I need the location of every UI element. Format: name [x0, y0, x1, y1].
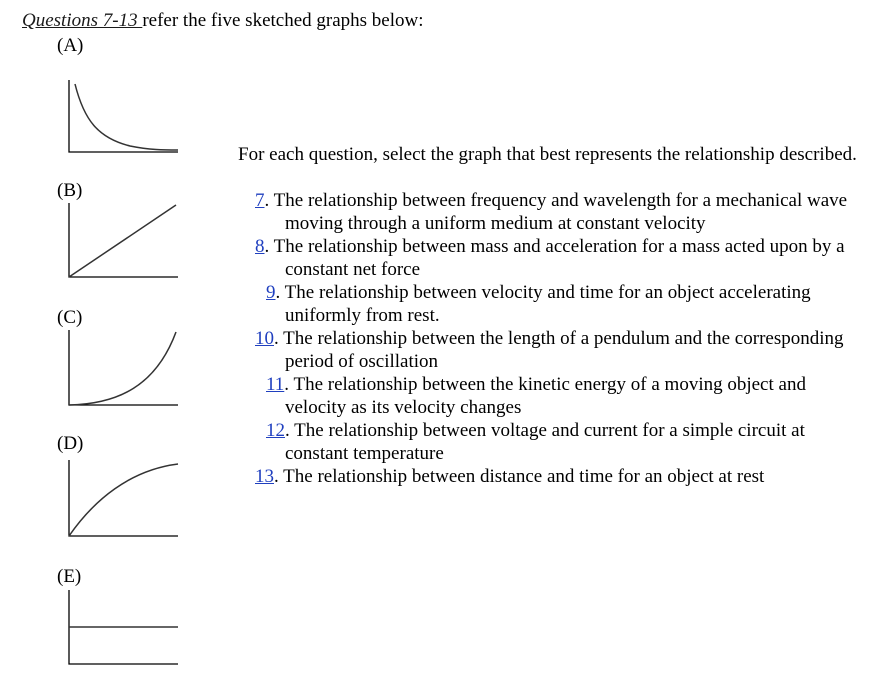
question-text-line1: The relationship between the length of a pendulum and the corresponding: [283, 328, 844, 349]
question-8: 8. The relationship between mass and acceleration for a mass acted upon by a constant net force: [255, 235, 872, 281]
graph-d-label: (D): [57, 433, 84, 454]
graph-d-curve: [69, 464, 178, 536]
section-header: [22, 10, 424, 32]
question-13: 13. The relationship between distance and time for an object at rest: [255, 466, 765, 487]
question-text-line1: The relationship between the kinetic energy of a moving object and: [293, 374, 806, 395]
question-text-line2: constant temperature: [285, 443, 444, 464]
graph-e-label: (E): [57, 566, 82, 587]
question-number[interactable]: 9: [266, 282, 276, 303]
graph-a-curve: [75, 84, 178, 150]
question-11: 11. The relationship between the kinetic energy of a moving object and velocity as its velocity changes: [266, 373, 872, 419]
question-text-line2: period of oscillation: [285, 351, 439, 372]
question-text-line1: The relationship between frequency and wavelength for a mechanical wave: [273, 190, 848, 211]
question-number[interactable]: 7: [255, 190, 265, 211]
question-12: 12. The relationship between voltage and current for a simple circuit at constant temperature: [266, 419, 872, 465]
question-text-line2: uniformly from rest.: [285, 305, 440, 326]
question-text-line2: constant net force: [285, 259, 421, 280]
graph-e: [68, 590, 180, 666]
question-7: 7. The relationship between frequency and wavelength for a mechanical wave moving through a uniform medium at constant velocity: [255, 189, 872, 235]
question-text-line1: The relationship between voltage and current for a simple circuit at: [294, 420, 805, 441]
graph-c-label: (C): [57, 307, 83, 328]
question-number[interactable]: 11: [266, 374, 285, 395]
graph-a: [68, 80, 180, 155]
header-text: refer the five sketched graphs below:: [142, 10, 424, 31]
question-number[interactable]: 13: [255, 466, 274, 487]
graph-b-line: [69, 205, 176, 277]
graph-b: [68, 203, 180, 279]
graph-d: [68, 460, 180, 538]
question-number[interactable]: 12: [266, 420, 285, 441]
question-text-line1: The relationship between distance and time for an object at rest: [283, 466, 765, 487]
question-10: 10. The relationship between the length of a pendulum and the corresponding period of oscillation: [255, 327, 872, 373]
question-9: 9. The relationship between velocity and time for an object accelerating uniformly from rest.: [266, 281, 872, 327]
graph-a-label: (A): [57, 35, 84, 56]
instructions-text: For each question, select the graph that best represents the relationship described.: [238, 144, 857, 165]
question-number[interactable]: 8: [255, 236, 265, 257]
graph-d-axes: [69, 460, 178, 536]
graph-c: [68, 330, 180, 407]
graph-c-curve: [69, 332, 176, 405]
graph-a-axes: [69, 80, 178, 152]
questions-reference: Questions 7-13: [22, 10, 143, 31]
question-text-line1: The relationship between velocity and time for an object accelerating: [284, 282, 811, 303]
question-number[interactable]: 10: [255, 328, 274, 349]
graph-b-label: (B): [57, 180, 83, 201]
question-text-line2: velocity as its velocity changes: [285, 397, 522, 418]
question-text-line1: The relationship between mass and acceleration for a mass acted upon by a: [273, 236, 845, 257]
question-text-line2: moving through a uniform medium at constant velocity: [285, 213, 706, 234]
